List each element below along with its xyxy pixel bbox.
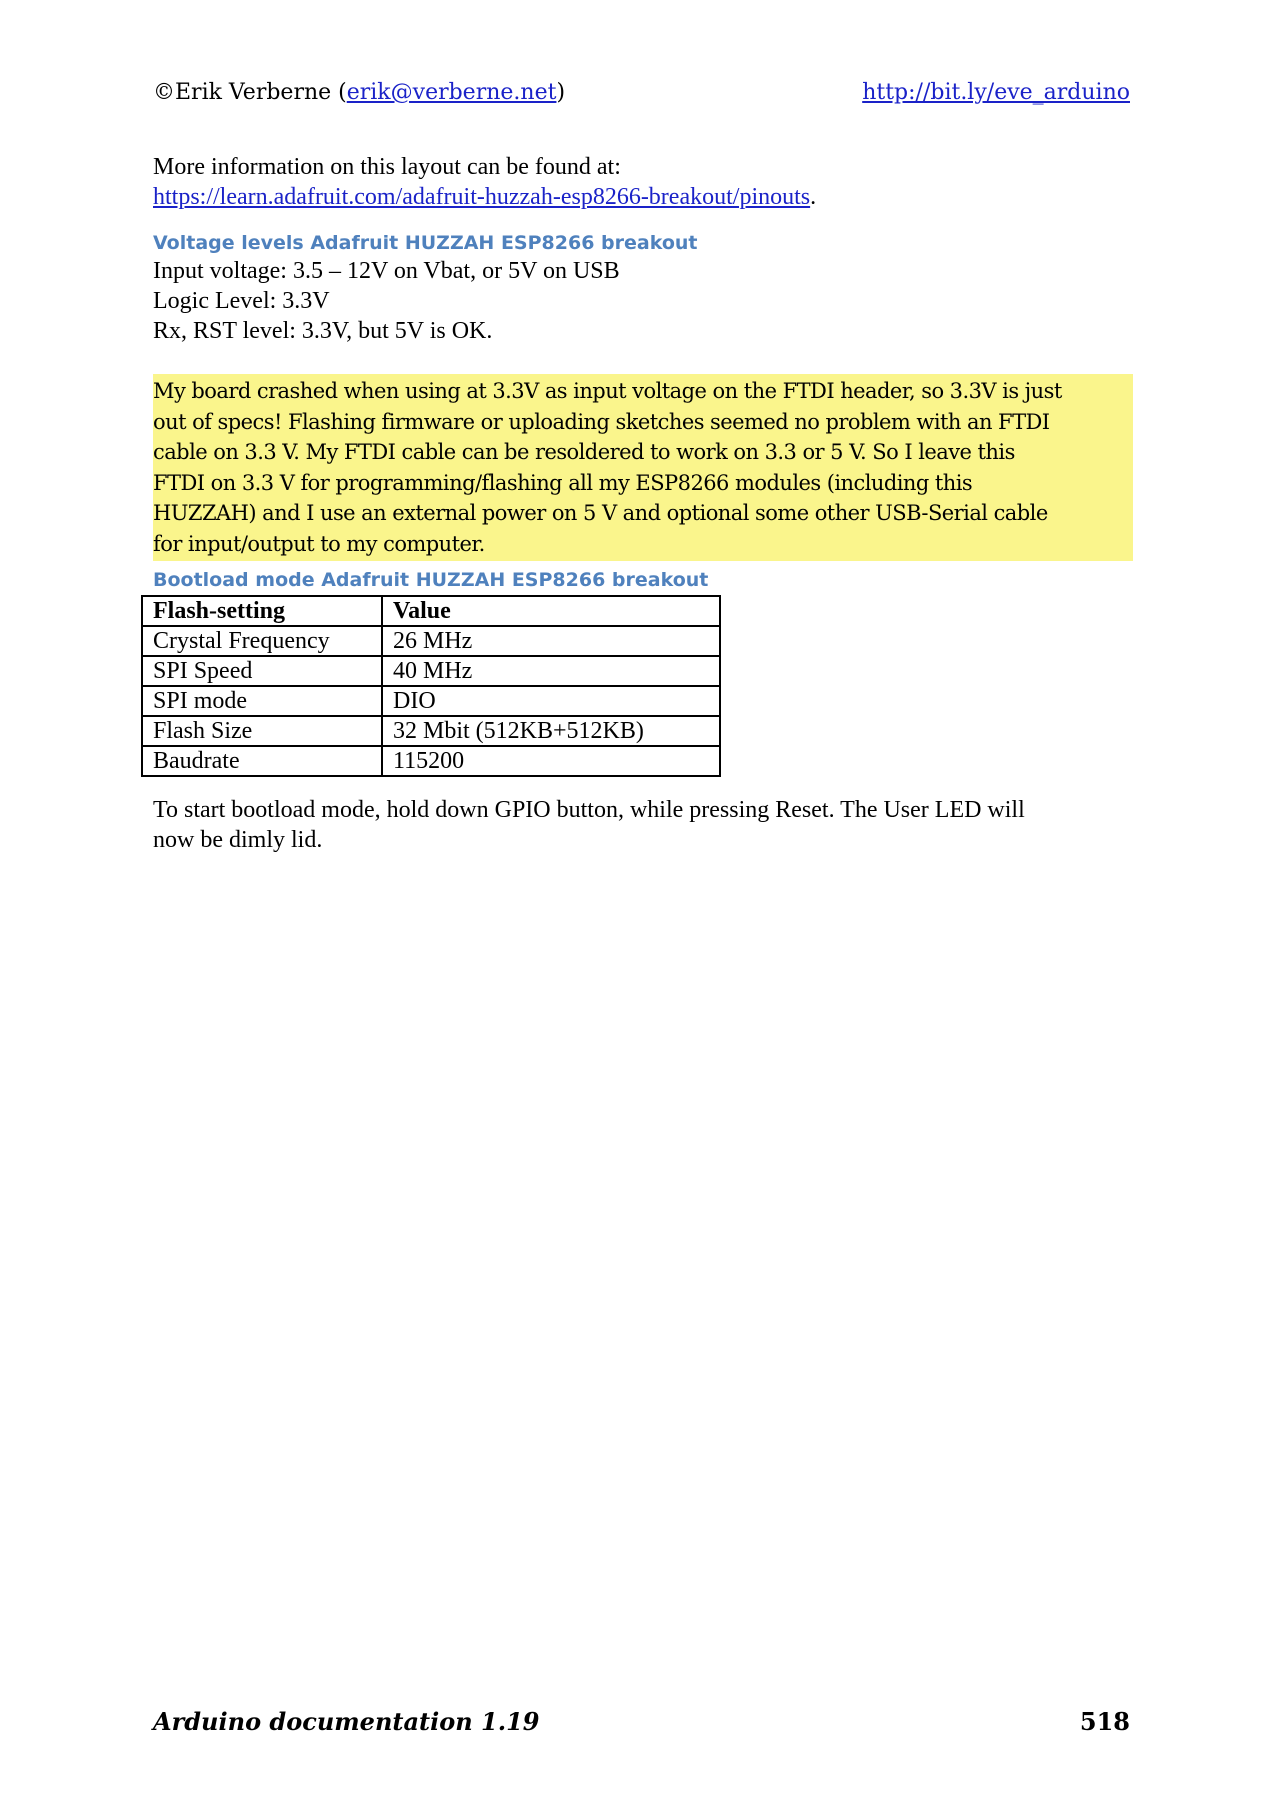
note-line: cable on 3.3 V. My FTDI cable can be resoldered to work on 3.3 or 5 V. So I leave this	[153, 440, 1015, 464]
bootload-heading: Bootload mode Adafruit HUZZAH ESP8266 breakout	[153, 569, 709, 591]
table-row	[142, 716, 720, 746]
voltage-line: Input voltage: 3.5 – 12V on Vbat, or 5V on USB	[153, 258, 620, 284]
site-url-link[interactable]: http://bit.ly/eve_arduino	[862, 80, 1130, 105]
author-email-link[interactable]: erik@verberne.net	[346, 80, 557, 105]
intro-url-suffix: .	[810, 184, 817, 210]
page-content	[153, 152, 1130, 855]
table-cell: Crystal Frequency	[142, 626, 382, 656]
note-line: for input/output to my computer.	[153, 531, 485, 556]
document-title: Arduino documentation 1.19	[153, 1707, 540, 1736]
voltage-line: Logic Level: 3.3V	[153, 288, 330, 314]
bootload-instructions	[153, 795, 1130, 855]
table-row	[142, 746, 720, 776]
table-cell: Flash Size	[142, 716, 382, 746]
intro-paragraph	[153, 152, 1130, 212]
voltage-levels	[153, 256, 1130, 346]
instructions-line: now be dimly lid.	[153, 827, 323, 853]
note-line: FTDI on 3.3 V for programming/flashing all my ESP8266 modules (including this	[153, 470, 973, 495]
flash-settings-table	[141, 595, 721, 777]
copyright-prefix: ©Erik Verberne (	[153, 80, 347, 105]
pinouts-link[interactable]: https://learn.adafruit.com/adafruit-huzzah-esp8266-breakout/pinouts	[153, 184, 811, 210]
table-cell: 115200	[382, 746, 720, 776]
note-line: out of specs! Flashing firmware or uploading sketches seemed no problem with an FTDI	[153, 409, 1050, 434]
table-header-row	[142, 596, 720, 626]
table-cell: 40 MHz	[382, 656, 720, 686]
table-cell: DIO	[382, 686, 720, 716]
page-header	[153, 76, 1130, 110]
copyright-notice	[153, 76, 565, 110]
table-cell: SPI mode	[142, 686, 382, 716]
page-number: 518	[1079, 1707, 1130, 1736]
table-cell: 32 Mbit (512KB+512KB)	[382, 716, 720, 746]
instructions-line: To start bootload mode, hold down GPIO button, while pressing Reset. The User LED will	[153, 797, 1025, 823]
table-cell: Baudrate	[142, 746, 382, 776]
table-header-cell: Value	[382, 596, 720, 626]
copyright-suffix: )	[556, 80, 566, 105]
table-row	[142, 626, 720, 656]
table-cell: SPI Speed	[142, 656, 382, 686]
highlighted-note	[153, 374, 1133, 561]
table-row	[142, 656, 720, 686]
page-footer	[153, 1704, 1130, 1740]
note-line: My board crashed when using at 3.3V as input voltage on the FTDI header, so 3.3V is just	[153, 379, 1062, 403]
table-cell: 26 MHz	[382, 626, 720, 656]
note-line: HUZZAH) and I use an external power on 5 V and optional some other USB-Serial cable	[153, 501, 1048, 525]
voltage-heading: Voltage levels Adafruit HUZZAH ESP8266 breakout	[153, 232, 698, 254]
table-row	[142, 686, 720, 716]
voltage-line: Rx, RST level: 3.3V, but 5V is OK.	[153, 318, 493, 344]
table-header-cell: Flash-setting	[142, 596, 382, 626]
intro-text: More information on this layout can be found at:	[153, 154, 621, 180]
